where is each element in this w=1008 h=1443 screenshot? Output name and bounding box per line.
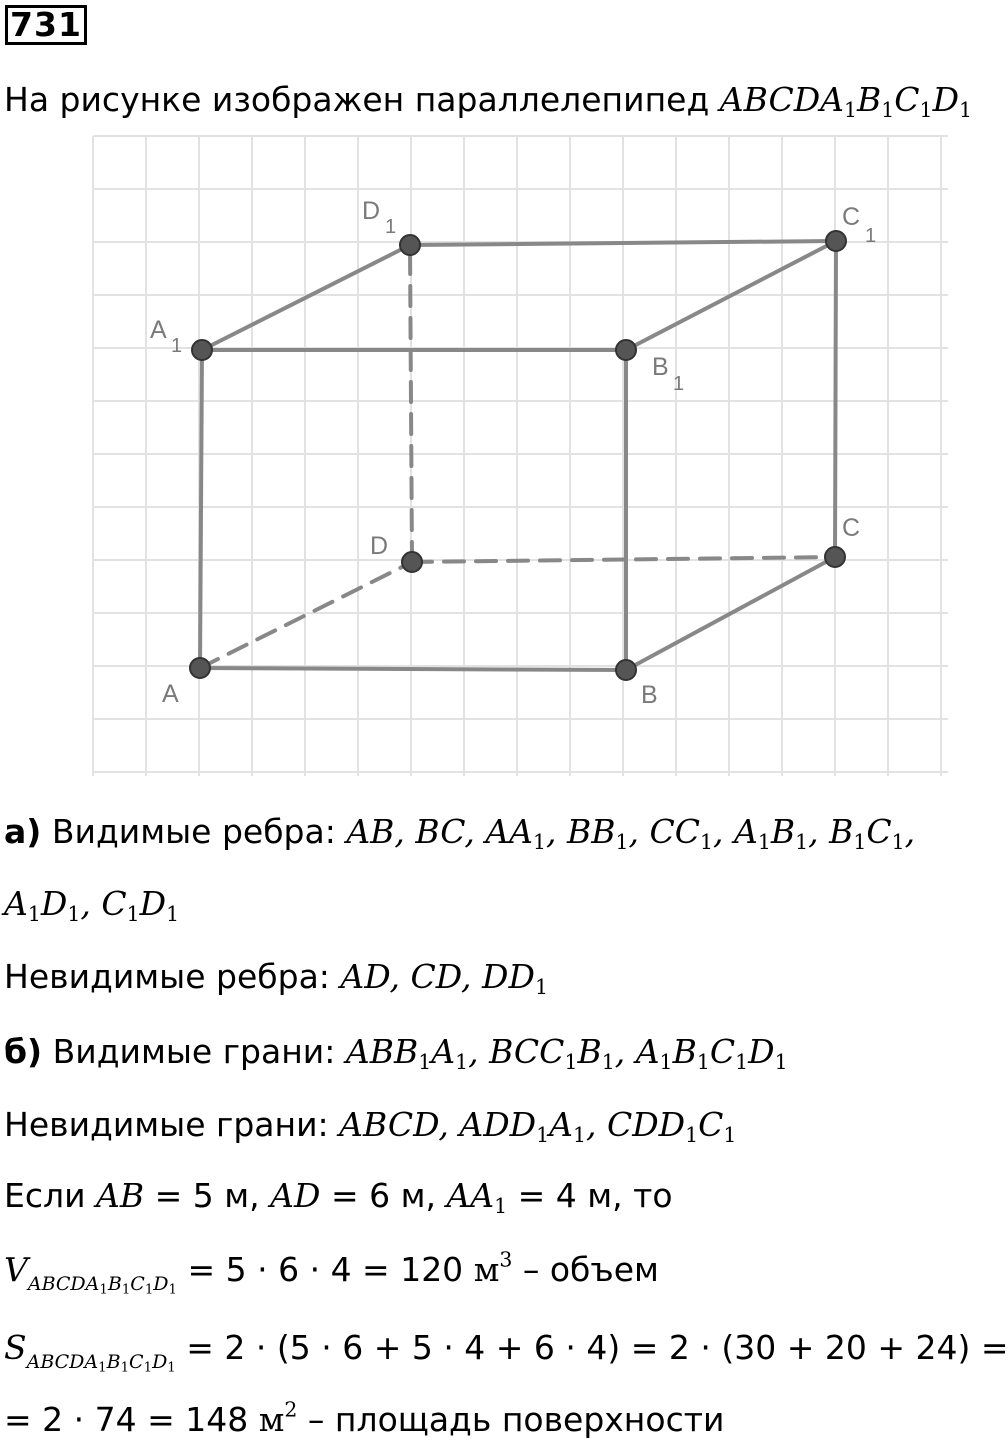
part-b-visible-label: Видимые грани: bbox=[52, 1032, 336, 1071]
vertex-d1 bbox=[400, 235, 420, 255]
problem-number: 731 bbox=[5, 5, 87, 45]
vertex-a bbox=[190, 658, 210, 678]
vertex-a1 bbox=[192, 340, 212, 360]
part-a-marker: а) bbox=[4, 812, 42, 851]
surface-line1 bbox=[4, 1328, 1008, 1375]
label-a: A bbox=[162, 680, 179, 708]
label-c1: C bbox=[842, 203, 861, 231]
part-a-visible-line2 bbox=[4, 884, 180, 927]
intro-text: На рисунке изображен параллелепипед bbox=[4, 80, 710, 119]
part-b-marker: б) bbox=[4, 1032, 43, 1071]
part-a-invisible-label: Невидимые ребра: bbox=[4, 957, 330, 996]
vertex-b1 bbox=[616, 340, 636, 360]
surface-expr-line2: = 2 · 74 = 148 bbox=[4, 1400, 249, 1439]
given-ab-symbol: AB bbox=[96, 1176, 145, 1215]
volume-subscript: ABCDA1B1C1D1 bbox=[27, 1272, 177, 1297]
vertex-b bbox=[616, 660, 636, 680]
volume-line bbox=[4, 1247, 659, 1297]
invisible-faces: ABCD, $ADD_1A_1$, $CDD_1C_1$ bbox=[339, 1105, 737, 1148]
volume-symbol: V bbox=[4, 1250, 28, 1289]
given-aa1-value: = 4 м, то bbox=[517, 1176, 673, 1215]
visible-edges-line1: AB, BC, $AA_1$, $BB_1$, $CC_1$, $A_1B_1$, $B_1C_1$, bbox=[346, 812, 916, 855]
volume-caption: – объем bbox=[522, 1250, 659, 1289]
given-ab-value: = 5 м, bbox=[154, 1176, 260, 1215]
vertex-d bbox=[402, 552, 422, 572]
volume-expr: = 5 · 6 · 4 = 120 bbox=[187, 1250, 464, 1289]
edge-cc1 bbox=[835, 241, 836, 557]
label-b: B bbox=[641, 681, 658, 709]
part-b-invisible-line bbox=[4, 1105, 737, 1148]
volume-unit: $м^3$ bbox=[473, 1247, 513, 1289]
vertex-c bbox=[825, 547, 845, 567]
label-d1-index: 1 bbox=[385, 216, 397, 238]
label-b1: B bbox=[652, 353, 669, 381]
vertex-c1 bbox=[826, 231, 846, 251]
label-c: C bbox=[842, 514, 861, 542]
part-a-visible-line bbox=[4, 812, 916, 855]
surface-symbol: S bbox=[4, 1328, 27, 1367]
given-ad-symbol: AD bbox=[270, 1176, 321, 1215]
surface-unit: $м^2$ bbox=[258, 1397, 298, 1439]
surface-subscript: ABCDA1B1C1D1 bbox=[26, 1350, 176, 1375]
given-ad-value: = 6 м, bbox=[330, 1176, 436, 1215]
given-if: Если bbox=[4, 1176, 86, 1215]
edge-ab bbox=[200, 668, 626, 670]
label-d1: D bbox=[362, 197, 381, 225]
surface-expr-line1: = 2 · (5 · 6 + 5 · 4 + 6 · 4) = 2 · (30 + 20 + 24) = bbox=[186, 1328, 1008, 1367]
surface-caption: – площадь поверхности bbox=[307, 1400, 725, 1439]
edge-dd1 bbox=[410, 245, 412, 562]
visible-edges-line2: $A_1D_1$, $C_1D_1$ bbox=[4, 884, 180, 927]
edge-dc bbox=[412, 557, 835, 562]
label-c1-index: 1 bbox=[865, 225, 877, 247]
part-b-invisible-label: Невидимые грани: bbox=[4, 1105, 329, 1144]
label-a1: A bbox=[150, 316, 167, 344]
label-d: D bbox=[370, 532, 389, 560]
invisible-edges: AD, CD, $DD_1$ bbox=[340, 957, 548, 1000]
part-a-invisible-line bbox=[4, 957, 548, 1000]
surface-line2 bbox=[4, 1397, 725, 1440]
figure-name: $ABCDA_1B_1C_1D_1$ bbox=[719, 80, 973, 123]
visible-faces: $ABB_1A_1$, $BCC_1B_1$, $A_1B_1C_1D_1$ bbox=[345, 1032, 788, 1075]
given-line bbox=[4, 1176, 673, 1219]
part-a-visible-label: Видимые ребра: bbox=[51, 812, 336, 851]
edge-aa1 bbox=[200, 350, 202, 668]
label-b1-index: 1 bbox=[673, 373, 685, 395]
given-aa1-symbol: $AA_1$ bbox=[446, 1176, 508, 1219]
grid bbox=[93, 136, 948, 776]
part-b-visible-line bbox=[4, 1032, 788, 1075]
label-a1-index: 1 bbox=[171, 335, 183, 357]
